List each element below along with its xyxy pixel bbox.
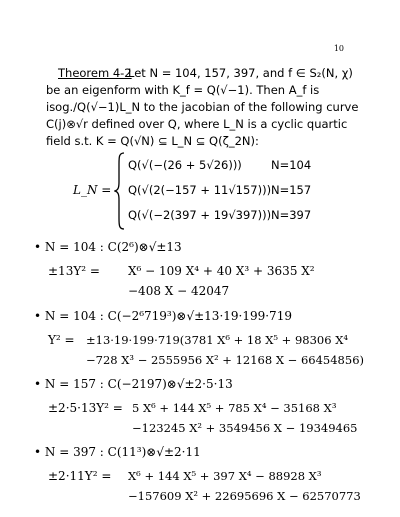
item-4-line-1: X⁶ + 144 X⁵ + 397 X⁴ − 88928 X³ (128, 469, 322, 483)
item-1-lhs: ±13Y² = (48, 264, 100, 278)
item-4-head: • N = 397 : C(11³)⊗√±2·11 (34, 445, 201, 459)
theorem-line-2: be an eigenform with K_f = Q(√−1). Then A_f is (46, 83, 320, 97)
theorem-line-1: Let N = 104, 157, 397, and f ∈ S₂(N, χ) (128, 66, 353, 80)
case-cond-3: N=397 (271, 208, 312, 222)
item-2-line-1: ±13·19·199·719(3781 X⁶ + 18 X⁵ + 98306 X⁴ (86, 333, 348, 347)
case-expr-3: Q(√(−2(397 + 19√397))) (128, 208, 272, 222)
item-4-line-2: −157609 X² + 22695696 X − 62570773 (128, 489, 361, 503)
theorem-line-4: C(j)⊗√r defined over Q, where L_N is a cyclic quartic (46, 117, 348, 131)
item-2-lhs: Y² = (48, 333, 75, 347)
case-expr-2: Q(√(2(−157 + 11√157))) (128, 183, 272, 197)
item-2-head: • N = 104 : C(−2⁶719³)⊗√±13·19·199·719 (34, 309, 292, 323)
ln-label: L_N = (73, 183, 112, 197)
case-cond-2: N=157 (271, 183, 312, 197)
item-1-line-2: −408 X − 42047 (128, 284, 230, 298)
item-1-head: • N = 104 : C(2⁶)⊗√±13 (34, 240, 182, 254)
item-4-lhs: ±2·11Y² = (48, 469, 112, 483)
item-3-lhs: ±2·5·13Y² = (48, 401, 123, 415)
case-expr-1: Q(√(−(26 + 5√26))) (128, 158, 242, 172)
theorem-line-5: field s.t. K = Q(√N) ⊆ L_N ⊆ Q(ζ_2N): (46, 134, 259, 148)
item-3-line-1: 5 X⁶ + 144 X⁵ + 785 X⁴ − 35168 X³ (132, 401, 337, 415)
cases-brace-icon (114, 152, 126, 230)
case-cond-1: N=104 (271, 158, 312, 172)
theorem-line-3: isog./Q(√−1)L_N to the jacobian of the following curve (46, 100, 359, 114)
item-2-line-2: −728 X³ − 2555956 X² + 12168 X − 66454856) (86, 353, 364, 367)
item-3-line-2: −123245 X² + 3549456 X − 19349465 (132, 421, 358, 435)
item-1-line-1: X⁶ − 109 X⁴ + 40 X³ + 3635 X² (128, 264, 315, 278)
page-number: 10 (333, 44, 344, 53)
theorem-label: Theorem 4-2 (58, 66, 132, 80)
item-3-head: • N = 157 : C(−2197)⊗√±2·5·13 (34, 377, 233, 391)
